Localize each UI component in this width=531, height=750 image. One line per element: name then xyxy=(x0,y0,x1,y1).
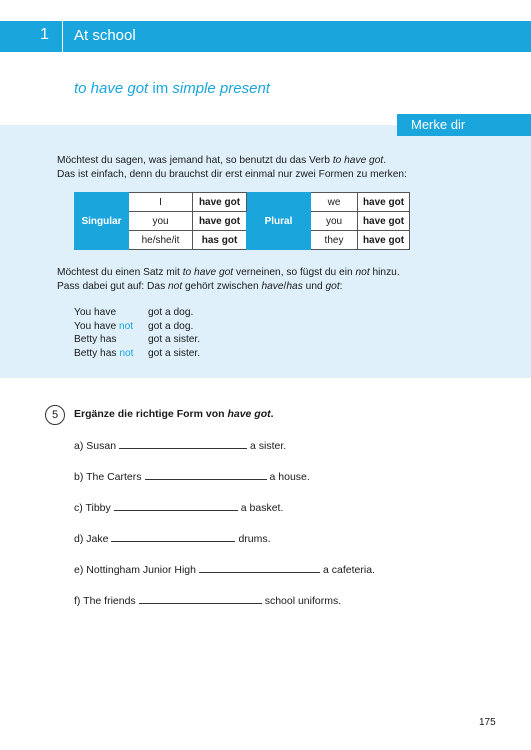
verb-cell: have got xyxy=(193,212,247,231)
verb-cell: have got xyxy=(358,212,410,231)
chapter-header xyxy=(0,21,531,52)
exercise-item: c) Tibby a basket. xyxy=(74,502,284,514)
not-highlight: not xyxy=(119,347,134,359)
plural-label: Plural xyxy=(247,193,311,250)
chapter-number: 1 xyxy=(40,26,49,43)
exercise-item: e) Nottingham Junior High a cafeteria. xyxy=(74,564,375,576)
table-row xyxy=(75,193,410,212)
pronoun-cell: you xyxy=(129,212,193,231)
answer-blank[interactable] xyxy=(145,469,267,480)
exercise-number: 5 xyxy=(45,405,65,425)
answer-blank[interactable] xyxy=(111,531,235,542)
pronoun-cell: I xyxy=(129,193,193,212)
merke-tag: Merke dir xyxy=(397,114,531,136)
answer-blank[interactable] xyxy=(119,438,247,449)
exercise-item: d) Jake drums. xyxy=(74,533,271,545)
singular-label: Singular xyxy=(75,193,129,250)
answer-blank[interactable] xyxy=(199,562,320,573)
answer-blank[interactable] xyxy=(139,593,262,604)
verb-cell: has got xyxy=(193,231,247,250)
negation-note: Möchtest du einen Satz mit to have got verneinen, so fügst du ein not hinzu. Pass dabei gut auf: Das not gehört zwischen have/has und got: xyxy=(57,267,400,292)
verb-cell: have got xyxy=(358,193,410,212)
pronoun-cell: you xyxy=(311,212,358,231)
verb-cell: have got xyxy=(358,231,410,250)
pronoun-cell: he/she/it xyxy=(129,231,193,250)
answer-blank[interactable] xyxy=(114,500,238,511)
pronoun-cell: they xyxy=(311,231,358,250)
chapter-title: At school xyxy=(74,27,136,44)
section-title: to have got im simple present xyxy=(74,80,270,97)
chapter-divider xyxy=(62,21,63,52)
page-number: 175 xyxy=(479,717,496,728)
exercise-item: b) The Carters a house. xyxy=(74,471,310,483)
merke-intro: Möchtest du sagen, was jemand hat, so benutzt du das Verb to have got. Das ist einfach, denn du brauchst dir erst einmal nur zwei Formen zu merken: xyxy=(57,155,407,180)
grammar-table xyxy=(74,192,410,250)
exercise-instruction: Ergänze die richtige Form von have got. xyxy=(74,408,274,420)
verb-cell: have got xyxy=(193,193,247,212)
exercise-item: f) The friends school uniforms. xyxy=(74,595,342,607)
exercise-item: a) Susan a sister. xyxy=(74,440,287,452)
not-highlight: not xyxy=(118,320,134,332)
pronoun-cell: we xyxy=(311,193,358,212)
